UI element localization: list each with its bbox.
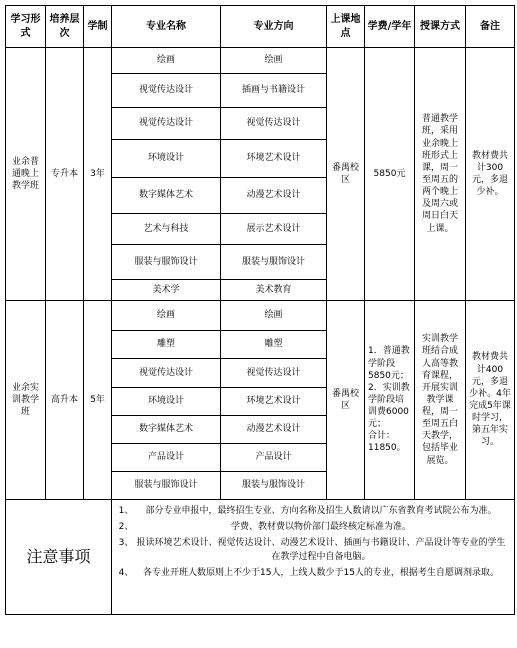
admissions-table bbox=[5, 5, 515, 615]
group1-level: 专升本 bbox=[46, 48, 84, 301]
note-text: 部分专业申报中，最终招生专业、方向名称及招生人数请以广东省教育考试院公布为准。 bbox=[145, 506, 497, 516]
header-remark: 备注 bbox=[466, 6, 515, 48]
group1-direction: 动漫艺术设计 bbox=[221, 178, 327, 214]
note-number: 2、 bbox=[118, 522, 134, 532]
group1-direction: 展示艺术设计 bbox=[221, 214, 327, 245]
group1-direction: 服装与服饰设计 bbox=[221, 245, 327, 280]
notes-list bbox=[112, 500, 515, 615]
header-major: 专业名称 bbox=[112, 6, 221, 48]
header-row bbox=[6, 6, 515, 48]
tuition-line: 1．普通教学阶段5850元； bbox=[368, 346, 410, 381]
tuition-line: 合计：11850。 bbox=[368, 431, 406, 454]
group2-major: 绘画 bbox=[112, 301, 221, 331]
notes-row bbox=[6, 500, 515, 615]
note-text: 报读环境艺术设计、视觉传达设计、动漫艺术设计、插画与书籍设计、产品设计等专业的学生在教学过程中自备电脑。 bbox=[136, 538, 506, 562]
tuition-line: 2．实训教学阶段培训费6000元； bbox=[368, 382, 410, 430]
header-duration: 学制 bbox=[84, 6, 112, 48]
group2-major: 环境设计 bbox=[112, 388, 221, 416]
group1-tuition: 5850元 bbox=[365, 48, 415, 301]
group1-teaching: 普通教学班，采用业余晚上班形式上课，周一至周五的两个晚上及周六或周日白天上课。 bbox=[415, 48, 466, 301]
note-text: 各专业开班人数原则上不少于15人，上线人数少于15人的专业，根据考生自愿调剂录取。 bbox=[143, 568, 499, 578]
group1-direction: 绘画 bbox=[221, 48, 327, 74]
note-item bbox=[118, 566, 508, 580]
group1-major: 数字媒体艺术 bbox=[112, 178, 221, 214]
group2-duration: 5年 bbox=[84, 301, 112, 500]
group1-major: 视觉传达设计 bbox=[112, 74, 221, 108]
group1-duration: 3年 bbox=[84, 48, 112, 301]
note-item bbox=[118, 504, 508, 518]
group2-study-form: 业余实训教学班 bbox=[6, 301, 46, 500]
group2-direction: 环境艺术设计 bbox=[221, 388, 327, 416]
group2-location: 番禺校区 bbox=[327, 301, 365, 500]
group2-level: 高升本 bbox=[46, 301, 84, 500]
group2-major: 产品设计 bbox=[112, 444, 221, 472]
header-study-form: 学习形式 bbox=[6, 6, 46, 48]
group1-direction: 插画与书籍设计 bbox=[221, 74, 327, 108]
group2-major: 服装与服饰设计 bbox=[112, 472, 221, 500]
note-number: 3、 bbox=[118, 538, 134, 548]
header-level: 培养层次 bbox=[46, 6, 84, 48]
notes-title: 注意事项 bbox=[6, 500, 112, 615]
group2-major: 视觉传达设计 bbox=[112, 359, 221, 388]
table-row bbox=[6, 48, 515, 74]
group1-major: 服装与服饰设计 bbox=[112, 245, 221, 280]
header-tuition: 学费/学年 bbox=[365, 6, 415, 48]
note-number: 4、 bbox=[118, 568, 134, 578]
group2-direction: 服装与服饰设计 bbox=[221, 472, 327, 500]
group1-major: 美术学 bbox=[112, 280, 221, 301]
group2-remark: 教材费共计400元，多退少补。4年完成5年课时学习，第五年实习。 bbox=[466, 301, 515, 500]
group1-major: 艺术与科技 bbox=[112, 214, 221, 245]
note-text: 学费、教材费以物价部门最终核定标准为准。 bbox=[230, 522, 411, 532]
header-teaching: 授课方式 bbox=[415, 6, 466, 48]
note-number: 1、 bbox=[118, 506, 134, 516]
group1-direction: 美术教育 bbox=[221, 280, 327, 301]
table-row bbox=[6, 301, 515, 331]
group1-remark: 教材费共计300元，多退少补。 bbox=[466, 48, 515, 301]
group1-major: 环境设计 bbox=[112, 140, 221, 178]
header-location: 上课地点 bbox=[327, 6, 365, 48]
note-item bbox=[118, 520, 508, 534]
group2-direction: 产品设计 bbox=[221, 444, 327, 472]
group1-major: 视觉传达设计 bbox=[112, 108, 221, 140]
group2-direction: 动漫艺术设计 bbox=[221, 416, 327, 444]
group2-tuition bbox=[365, 301, 415, 500]
group2-direction: 绘画 bbox=[221, 301, 327, 331]
header-direction: 专业方向 bbox=[221, 6, 327, 48]
note-item bbox=[118, 536, 508, 564]
group2-direction: 视觉传达设计 bbox=[221, 359, 327, 388]
group2-major: 雕塑 bbox=[112, 331, 221, 359]
group1-direction: 环境艺术设计 bbox=[221, 140, 327, 178]
group2-direction: 雕塑 bbox=[221, 331, 327, 359]
group2-teaching: 实训教学班结合成人高等教育课程，开展实训教学课程，周一至周五白天教学，包括毕业展览。 bbox=[415, 301, 466, 500]
group1-major: 绘画 bbox=[112, 48, 221, 74]
group1-direction: 视觉传达设计 bbox=[221, 108, 327, 140]
group1-study-form: 业余普通晚上教学班 bbox=[6, 48, 46, 301]
group1-location: 番禺校区 bbox=[327, 48, 365, 301]
group2-major: 数字媒体艺术 bbox=[112, 416, 221, 444]
